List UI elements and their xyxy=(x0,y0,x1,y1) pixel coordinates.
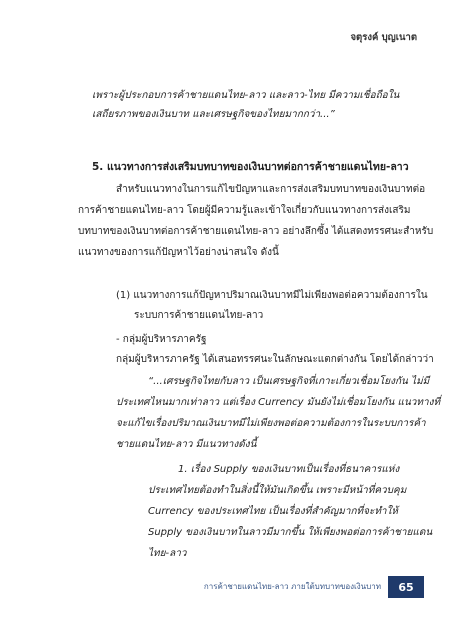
item1-line-2: ระบบการค้าชายแดนไทย-ลาว xyxy=(134,310,264,321)
sub1-line-4: Supply ของเงินบาทในลาวมีมากขึ้น ให้เพียงพอต่อการค้าชายแดน xyxy=(148,527,433,538)
quote-line-2: ประเทศไหนมากเท่าลาว แต่เรื่อง Currency มันยังไม่เชื่อมโยงกัน แนวทางที่ xyxy=(116,397,441,408)
quote-end-line-1: เพราะผู้ประกอบการค้าชายแดนไทย-ลาว และลาว-ไทย มีความเชื่อถือใน xyxy=(92,90,400,101)
para1-line-2: การค้าชายแดนไทย-ลาว โดยผู้มีความรู้และเข้าใจเกี่ยวกับแนวทางการส่งเสริม xyxy=(78,205,411,216)
group-label: - กลุ่มผู้บริหารภาครัฐ xyxy=(116,334,207,345)
section-heading: 5. แนวทางการส่งเสริมบทบาทของเงินบาทต่อการค้าชายแดนไทย-ลาว xyxy=(92,161,409,173)
item1-line-1: (1) แนวทางการแก้ปัญหาปริมาณเงินบาทมีไม่เพียงพอต่อความต้องการใน xyxy=(116,290,428,301)
group-intro: กลุ่มผู้บริหารภาครัฐ ได้เสนอทรรศนะในลักษณะแตกต่างกัน โดยได้กล่าวว่า xyxy=(116,354,434,365)
quote-line-3: จะแก้ไขเรื่องปริมาณเงินบาทมีไม่เพียงพอต่อความต้องการในระบบการค้า xyxy=(116,418,426,429)
sub1-line-1: 1. เรื่อง Supply ของเงินบาทเป็นเรื่องที่ธนาคารแห่ง xyxy=(178,464,400,475)
para1-line-3: บทบาทของเงินบาทต่อการค้าชายแดนไทย-ลาว อย่างลึกซึ้ง ได้แสดงทรรศนะสำหรับ xyxy=(78,226,434,237)
page-number-badge xyxy=(388,576,424,598)
quote-line-4: ชายแดนไทย-ลาว มีแนวทางดังนี้ xyxy=(116,439,257,450)
sub1-line-3: Currency ของประเทศไทย เป็นเรื่องที่สำคัญมากที่จะทำให้ xyxy=(148,506,399,517)
para1-line-1: สำหรับแนวทางในการแก้ไขปัญหาและการส่งเสริมบทบาทของเงินบาทต่อ xyxy=(116,184,426,195)
sub1-line-2: ประเทศไทยต้องทำในสิ่งนี้ให้มันเกิดขึ้น เพราะมีหน้าที่ควบคุม xyxy=(148,485,407,496)
quote-line-1: “...เศรษฐกิจไทยกับลาว เป็นเศรษฐกิจที่เกาะเกี่ยวเชื่อมโยงกัน ไม่มี xyxy=(148,376,430,387)
quote-end-line-2: เสถียรภาพของเงินบาท และเศรษฐกิจของไทยมากกว่า...” xyxy=(92,109,335,120)
header-author: จตุรงค์ บุญเนาต xyxy=(350,32,417,43)
page-number: 65 xyxy=(398,580,414,594)
footer-title: การค้าชายแดนไทย-ลาว ภายใต้บทบาทของเงินบาท xyxy=(203,582,381,591)
sub1-line-5: ไทย-ลาว xyxy=(148,548,187,559)
para1-line-4: แนวทางของการแก้ปัญหาไว้อย่างน่าสนใจ ดังนี้ xyxy=(78,247,279,258)
